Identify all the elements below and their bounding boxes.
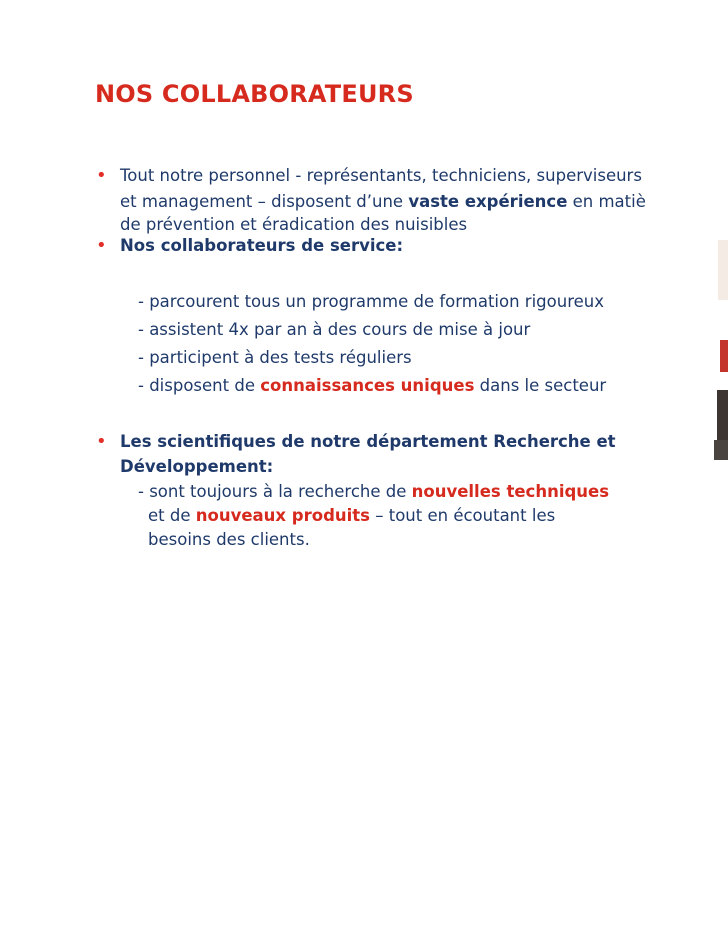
bullet-1-line-2: et management – disposent d’une vaste expérience en matiè — [120, 192, 646, 211]
bullet-2-line-3: - participent à des tests réguliers — [138, 348, 412, 367]
bullet-marker: • — [96, 235, 107, 256]
bullet-marker: • — [96, 165, 107, 186]
bullet-2-heading: Nos collaborateurs de service: — [120, 236, 404, 255]
bullet-2-line-2: - assistent 4x par an à des cours de mise à jour — [138, 320, 531, 339]
highlight-nouveaux-produits: nouveaux produits — [195, 506, 370, 525]
bullet-3-heading-line-1: Les scientifiques de notre département Recherche et — [120, 432, 616, 451]
bullet-marker: • — [96, 431, 107, 452]
highlight-nouvelles-techniques: nouvelles techniques — [411, 482, 610, 501]
highlight-connaissances-uniques: connaissances uniques — [260, 376, 475, 395]
bullet-3-line-1: - sont toujours à la recherche de nouvelles techniques — [138, 482, 610, 501]
bullet-3-line-2: et de nouveaux produits – tout en écoutant les — [148, 506, 556, 525]
bullet-1-line-3: de prévention et éradication des nuisibles — [120, 215, 468, 234]
bullet-3-line-3: besoins des clients. — [148, 530, 310, 549]
bullet-2-line-1: - parcourent tous un programme de formation rigoureux — [138, 292, 604, 311]
bullet-2-line-4: - disposent de connaissances uniques dans le secteur — [138, 376, 607, 395]
cropped-photo — [712, 240, 728, 460]
bullet-1-line-1: Tout notre personnel - représentants, techniciens, superviseurs — [120, 166, 642, 185]
page-title: NOS COLLABORATEURS — [95, 80, 414, 108]
bullet-3-heading-line-2: Développement: — [120, 457, 274, 476]
highlight-vaste-experience: vaste expérience — [408, 192, 568, 211]
